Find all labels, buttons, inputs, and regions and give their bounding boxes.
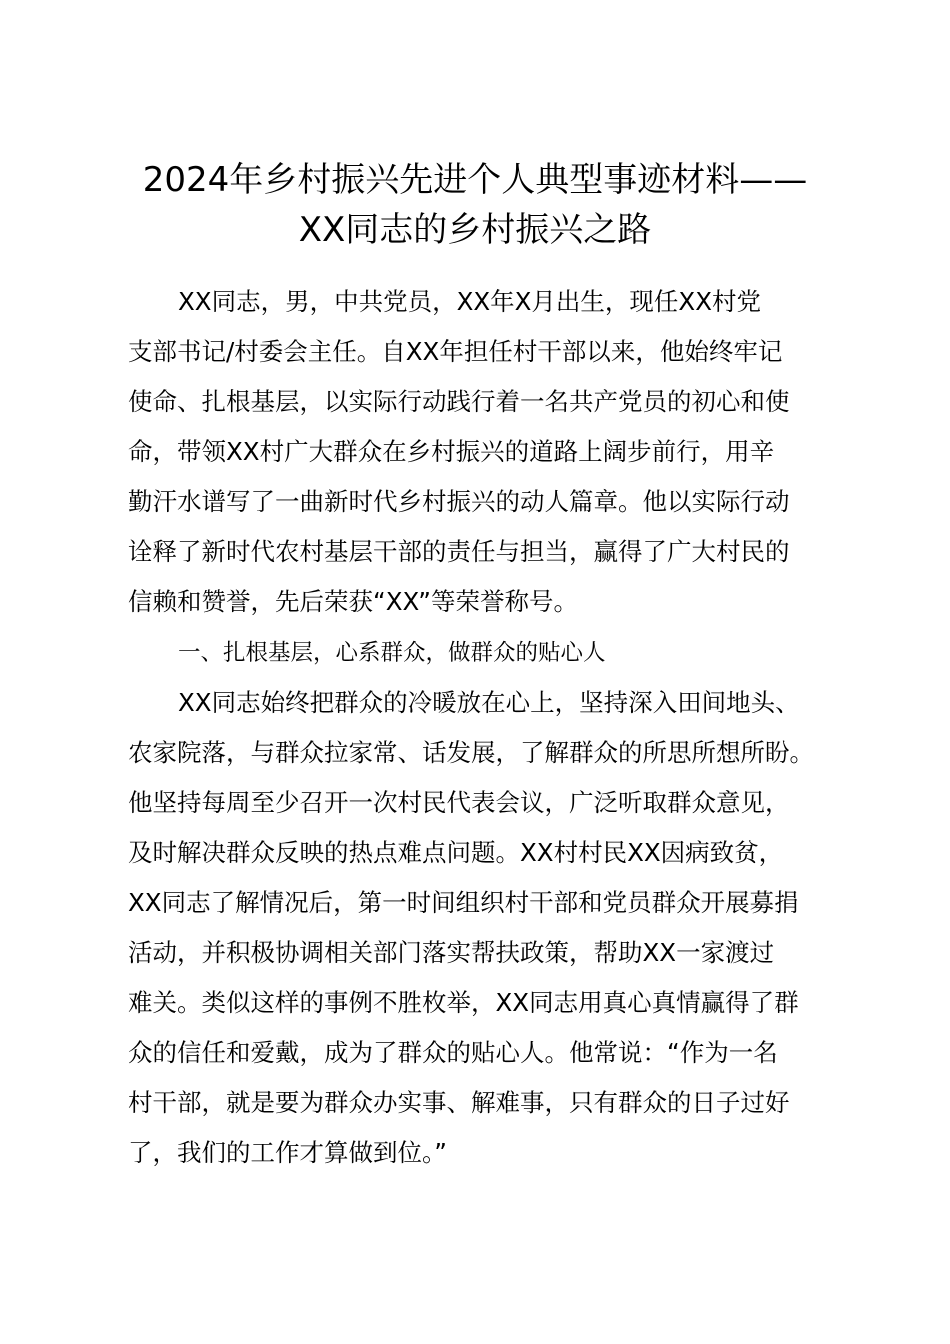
paragraph-1-line: 使命、扎根基层，以实际行动践行着一名共产党员的初心和使 [128, 387, 790, 416]
paragraph-2-line: 他坚持每周至少召开一次村民代表会议，广泛听取群众意见， [128, 788, 790, 817]
section-1-heading: 一、扎根基层，心系群众，做群众的贴心人 [178, 640, 606, 666]
paragraph-2-line: 及时解决群众反映的热点难点问题。XX村村民XX因病致贫， [128, 838, 784, 867]
paragraph-2-line: 村干部，就是要为群众办实事、解难事，只有群众的日子过好 [128, 1088, 790, 1117]
paragraph-1-line: 诠释了新时代农村基层干部的责任与担当，赢得了广大村民的 [128, 537, 790, 566]
paragraph-2-line: 了，我们的工作才算做到位。” [128, 1138, 447, 1167]
paragraph-2-line: 难关。类似这样的事例不胜枚举，XX同志用真心真情赢得了群 [128, 988, 799, 1017]
paragraph-2-line: 农家院落，与群众拉家常、话发展，了解群众的所思所想所盼。 [128, 738, 814, 767]
document-title-line-2: XX同志的乡村振兴之路 [298, 210, 652, 250]
paragraph-2-line: XX同志了解情况后，第一时间组织村干部和党员群众开展募捐 [128, 888, 799, 917]
paragraph-1-line: XX同志，男，中共党员，XX年X月出生，现任XX村党 [178, 287, 761, 316]
document-title-line-1: 2024年乡村振兴先进个人典型事迹材料—— [142, 160, 808, 200]
paragraph-2-line: XX同志始终把群众的冷暖放在心上，坚持深入田间地头、 [178, 688, 800, 717]
paragraph-1-line: 勤汗水谱写了一曲新时代乡村振兴的动人篇章。他以实际行动 [128, 487, 790, 516]
paragraph-1-line: 支部书记/村委会主任。自XX年担任村干部以来，他始终牢记 [128, 337, 783, 366]
paragraph-1-line: 信赖和赞誉，先后荣获“XX”等荣誉称号。 [128, 587, 578, 616]
paragraph-1-line: 命，带领XX村广大群众在乡村振兴的道路上阔步前行，用辛 [128, 437, 775, 466]
paragraph-2-line: 众的信任和爱戴，成为了群众的贴心人。他常说：“作为一名 [128, 1038, 778, 1067]
paragraph-2-line: 活动，并积极协调相关部门落实帮扶政策，帮助XX一家渡过 [128, 938, 775, 967]
